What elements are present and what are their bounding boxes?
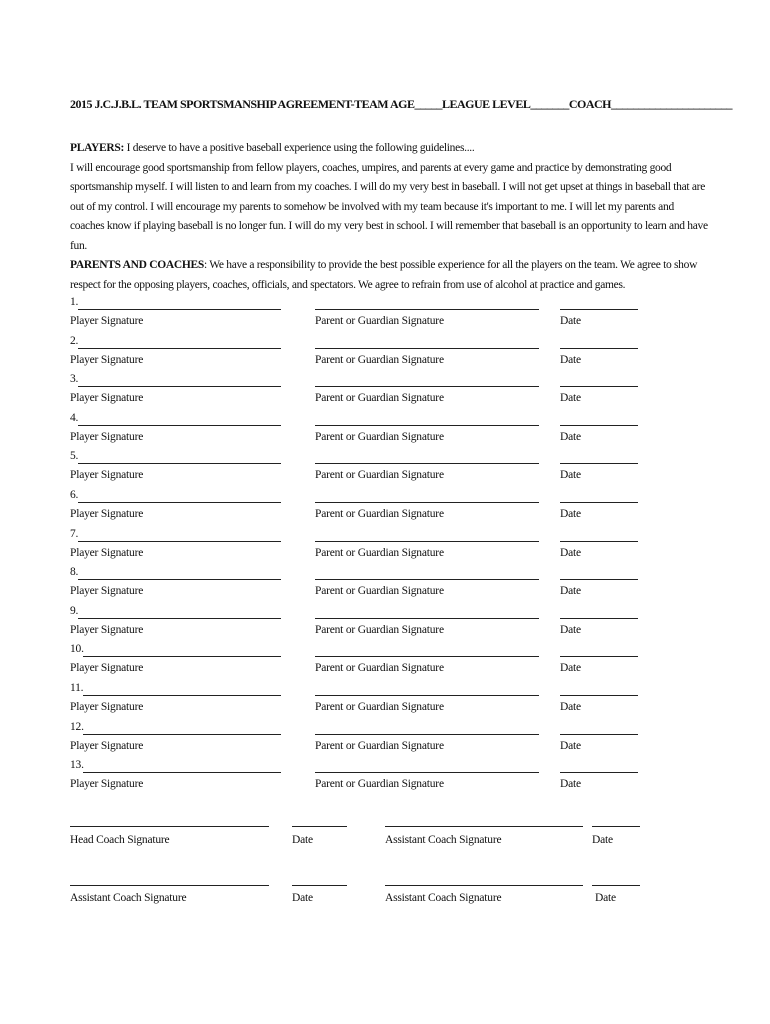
date-label: Date — [560, 508, 581, 520]
players-intro: I deserve to have a positive baseball experience using the following guidelines.... — [124, 142, 475, 154]
player-signature-line[interactable] — [83, 656, 281, 657]
row-number: 9. — [70, 604, 79, 617]
date-label: Date — [560, 623, 581, 636]
assistant-coach-date-line[interactable] — [592, 885, 640, 886]
parent-signature-line[interactable] — [315, 772, 539, 773]
player-signature-line[interactable] — [78, 541, 281, 542]
player-signature-line[interactable] — [78, 386, 281, 387]
date-label: Date — [560, 392, 581, 405]
parent-signature-line[interactable] — [315, 309, 539, 310]
parent-signature-label: Parent or Guardian Signature — [315, 546, 444, 559]
player-signature-label: Player Signature — [70, 430, 144, 443]
parent-signature-line[interactable] — [315, 695, 539, 696]
players-guidelines: I will encourage good sportsmanship from fellow players, coaches, umpires, and parents at every game and practice by demonstrating good sportsmanship myself. I will listen to and learn from my coaches. I will do my very best in baseball. I will not get upset at things in baseball that are out of my control. I will encourage my parents to somehow be involved with my team because it's important to me. I will let my parents and coaches know if playing baseball is no longer fun. I will do my very best in school. I will remember that baseball is an opportunity to learn and have fun. — [70, 161, 708, 252]
date-label: Date — [560, 546, 581, 559]
date-line[interactable] — [560, 425, 638, 426]
player-signature-line[interactable] — [78, 579, 281, 580]
player-signature-line[interactable] — [83, 772, 281, 773]
date-line[interactable] — [560, 309, 638, 310]
player-signature-label: Player Signature — [70, 353, 144, 366]
date-label: Date — [560, 353, 581, 366]
date-label: Date — [560, 739, 581, 752]
player-signature-line[interactable] — [83, 695, 281, 696]
coach-signature-line[interactable] — [70, 826, 269, 827]
row-number: 11. — [70, 682, 84, 694]
row-number: 13. — [70, 759, 84, 772]
parent-signature-line[interactable] — [315, 425, 539, 426]
assistant-coach-signature-line[interactable] — [385, 885, 583, 886]
assistant-coach-label: Assistant Coach Signature — [385, 892, 502, 904]
player-signature-label: Player Signature — [70, 315, 144, 327]
date-line[interactable] — [560, 618, 638, 619]
date-line[interactable] — [560, 386, 638, 387]
row-number: 6. — [70, 489, 79, 501]
parent-signature-label: Parent or Guardian Signature — [315, 623, 444, 636]
assistant-coach-signature-line[interactable] — [385, 826, 583, 827]
row-number: 4. — [70, 411, 79, 424]
date-line[interactable] — [560, 656, 638, 657]
assistant-coach-date-label: Date — [592, 834, 613, 846]
parent-signature-label: Parent or Guardian Signature — [315, 662, 444, 675]
parent-signature-label: Parent or Guardian Signature — [315, 353, 444, 366]
player-signature-line[interactable] — [78, 502, 281, 503]
player-signature-line[interactable] — [78, 425, 281, 426]
date-line[interactable] — [560, 772, 638, 773]
player-signature-label: Player Signature — [70, 623, 144, 636]
coach-date-label: Date — [292, 892, 313, 904]
player-signature-line[interactable] — [83, 734, 281, 735]
parent-signature-line[interactable] — [315, 734, 539, 735]
parent-signature-label: Parent or Guardian Signature — [315, 778, 444, 791]
row-number: 7. — [70, 527, 79, 540]
players-heading: PLAYERS: — [70, 142, 125, 154]
player-signature-label: Player Signature — [70, 662, 144, 675]
row-number: 1. — [70, 296, 79, 308]
row-number: 2. — [70, 334, 79, 347]
date-line[interactable] — [560, 734, 638, 735]
player-signature-label: Player Signature — [70, 701, 144, 713]
player-signature-label: Player Signature — [70, 585, 144, 598]
parent-signature-line[interactable] — [315, 348, 539, 349]
date-line[interactable] — [560, 348, 638, 349]
coach-date-line[interactable] — [292, 885, 347, 886]
player-signature-label: Player Signature — [70, 508, 144, 520]
parent-signature-label: Parent or Guardian Signature — [315, 469, 444, 482]
coach-signature-line[interactable] — [70, 885, 269, 886]
assistant-coach-label: Assistant Coach Signature — [70, 892, 187, 904]
parent-signature-label: Parent or Guardian Signature — [315, 585, 444, 598]
parent-signature-label: Parent or Guardian Signature — [315, 701, 444, 713]
date-label: Date — [560, 469, 581, 482]
parent-signature-line[interactable] — [315, 502, 539, 503]
date-label: Date — [560, 585, 581, 598]
date-label: Date — [560, 315, 581, 327]
assistant-coach-date-label: Date — [595, 892, 616, 904]
parents-text: : We have a responsibility to provide the best possible experience for all the players on the team. We agree to show respect for the opposing players, coaches, officials, and spectators. We agree to refrain from use of alcohol at practice and games. — [70, 259, 698, 291]
head-coach-label: Head Coach Signature — [70, 834, 170, 846]
row-number: 5. — [70, 450, 79, 463]
parent-signature-line[interactable] — [315, 541, 539, 542]
parent-signature-label: Parent or Guardian Signature — [315, 508, 444, 520]
player-signature-label: Player Signature — [70, 739, 144, 752]
assistant-coach-date-line[interactable] — [592, 826, 640, 827]
date-line[interactable] — [560, 579, 638, 580]
coach-date-label: Date — [292, 834, 313, 846]
row-number: 10. — [70, 643, 84, 656]
date-label: Date — [560, 778, 581, 791]
parent-signature-line[interactable] — [315, 463, 539, 464]
coach-date-line[interactable] — [292, 826, 347, 827]
player-signature-label: Player Signature — [70, 392, 144, 405]
player-signature-line[interactable] — [78, 309, 281, 310]
parent-signature-label: Parent or Guardian Signature — [315, 392, 444, 405]
assistant-coach-label: Assistant Coach Signature — [385, 834, 502, 846]
date-line[interactable] — [560, 502, 638, 503]
date-line[interactable] — [560, 463, 638, 464]
player-signature-label: Player Signature — [70, 546, 144, 559]
player-signature-label: Player Signature — [70, 469, 144, 482]
date-label: Date — [560, 701, 581, 713]
parent-signature-label: Parent or Guardian Signature — [315, 739, 444, 752]
player-signature-line[interactable] — [78, 348, 281, 349]
agreement-header: 2015 J.C.J.B.L. TEAM SPORTSMANSHIP AGREEMENT-TEAM AGE_____LEAGUE LEVEL_______COACH______________________ — [70, 97, 732, 111]
row-number: 8. — [70, 566, 79, 579]
agreement-body — [70, 139, 710, 295]
player-signature-line[interactable] — [78, 463, 281, 464]
parent-signature-line[interactable] — [315, 386, 539, 387]
parent-signature-line[interactable] — [315, 618, 539, 619]
date-line[interactable] — [560, 541, 638, 542]
parent-signature-line[interactable] — [315, 656, 539, 657]
parent-signature-label: Parent or Guardian Signature — [315, 315, 444, 327]
parents-heading: PARENTS AND COACHES — [70, 259, 205, 271]
row-number: 12. — [70, 720, 84, 733]
parent-signature-line[interactable] — [315, 579, 539, 580]
player-signature-line[interactable] — [78, 618, 281, 619]
date-line[interactable] — [560, 695, 638, 696]
date-label: Date — [560, 662, 581, 675]
player-signature-label: Player Signature — [70, 778, 144, 791]
parent-signature-label: Parent or Guardian Signature — [315, 430, 444, 443]
row-number: 3. — [70, 373, 79, 386]
date-label: Date — [560, 430, 581, 443]
